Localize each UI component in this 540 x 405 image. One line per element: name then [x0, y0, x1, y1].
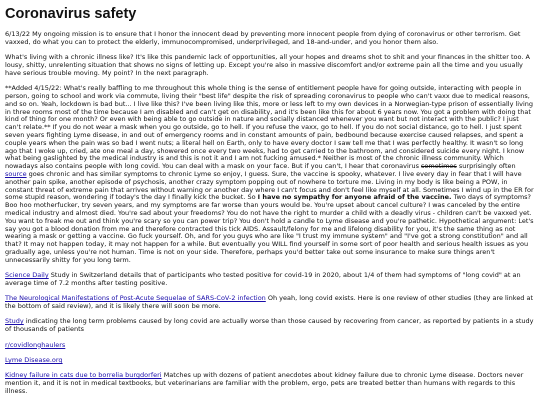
resource-item: [5, 372, 535, 395]
bold-statement: I have no sympathy for anyone afraid of the vaccine.: [257, 193, 452, 202]
study-link[interactable]: Study: [5, 317, 24, 326]
resource-description: Study in Switzerland details that of participants who tested positive for covid-19 in 2020, about 1/4 of them had symptoms of "long covid" at an average time of 7.2 months after testing positive.: [5, 271, 521, 287]
neurological-manifestations-link[interactable]: The Neurological Manifestations of Post-Acute Sequelae of SARS-CoV-2 infection: [5, 294, 266, 303]
added-text-2: surprisingly often: [458, 162, 516, 171]
struck-text: sometimes: [421, 162, 457, 171]
resource-description: Matches up with dozens of patient anecdotes about kidney failure due to chronic Lyme disease. Doctors never mention it, and it is not in medical textbooks, but veterinarians are familiar with the problem, ergo, pets are treated better than humans with regards to this illness.: [5, 371, 524, 396]
added-text-4: Two days of symptoms? Boo hoo motherfucker, try seven years, and my symptoms are far worse than yours would be. You're upset about cancel culture? I was canceled by the entire medical industry and almost died. You're sad about your freedoms? You do not have the right to murder a child with a deadly virus - children can't be vaxxed yet. You want to freak me out and think you're scary so you can power trip? You don't hold a candle to Lyme disease and you're pathetic. Hypothetical argument: Let's say you got a blood donation from me and therefore contracted this tick AIDS. Assault/felony for me and lifelong disability for you, it's the same thing as not wearing a mask or getting a vaccine. Go fuck yourself. Oh, and for you guys who are like "I trust my immune system" and "I've got a strong constitution" and all that? It may not happen today, it may not happen for a while. But eventually you WILL find yourself in some sort of poor health and serious health issues as you gradually age, unless you're not human. Time is not on your side. Therefore, perhaps you'd better take out some insurance to make sure things aren't unnecessarily shitty for you long term.: [5, 193, 534, 264]
added-text-1: **Added 4/15/22: What's really baffling to me throughout this whole thing is the sense of entitlement people have for going outside, interacting with people in person, going to school and work via commute, living their "best life" despite the risk of spreading coronavirus to people who can't vaxx due to medical reasons, and so on. Yeah, lockdown is bad but... I live like this? I've been living like this, more or less left to my own devices in a Norwegian-type prison of essentially living in three rooms most of the time because I am disabled and can't get on disability, and it's been like this for about 6 years now. You got a problem with doing that kind of thing for one month? Or even with being able to go outside in nature and socially distanced whenever you want but not interact with the public? I just can't relate.** If you do not wear a mask when you go outside, go to hell. If you refuse the vaxx, go to hell. If you do not social distance, go to hell. I just spent seven years fighting Lyme disease, in and out of emergency rooms and in constant amounts of pain, bedbound because exercise caused relapses, and spent a couple years when the pain was so bad I went nuts; a literal hell on Earth, only to have every doctor I saw tell me that I was perfectly healthy. It wasn't so long ago that I woke up, cried, ate one meal a day, showered once every two weeks, had to get carried to the bathroom, and considered suicide every night. I know what being gaslighted by the medical industry is and this is not it and I am not fucking amused.* Neither is most of the chronic illness community. Which nowadays also contains people with long covid. You can deal with a mask on your face. But if you can't, I hear that coronavirus: [5, 84, 533, 171]
resource-description: Oh yeah, long covid exists. Here is one review of other studies (they are linked at the bottom of said review), and it is likely there will soon be more.: [5, 294, 534, 311]
resource-item: [5, 342, 535, 350]
kidney-failure-link[interactable]: Kidney failure in cats due to borrelia burgdorferi: [5, 371, 162, 380]
intro-paragraph: 6/13/22 My ongoing mission is to ensure that I honor the innocent dead by preventing more innocent people from dying of coronavirus or other terrorism. Get vaxxed, do what you can to protect the elderly, immunocompromised, underprivileged, and 18-and-under, and you honor them also.: [5, 30, 521, 46]
added-text-3: goes chronic and has similar symptoms to chronic Lyme so enjoy, I guess. Sure, the vaccine is spooky, whatever. I live every day in fear that I will have another pain spike, another episode of psychosis, another crazy symptom popping out of nowhere to torture me. Living in my body is like being a POW, in constant threat of extreme pain that arrives without warning or another day where I can't focus and don't feel like myself at all. Sometimes I wind up in the ER for some stupid reason, wondering if today's the day I finally kick the bucket. So: [5, 169, 534, 202]
resource-item: [5, 272, 535, 288]
resource-item: [5, 295, 535, 311]
source-link[interactable]: source: [5, 169, 27, 178]
covidlonghaulers-link[interactable]: r/covidlonghaulers: [5, 340, 66, 349]
lyme-disease-org-link[interactable]: Lyme Disease.org: [5, 356, 63, 365]
page-title: Coronavirus safety: [5, 6, 137, 22]
resource-item: [5, 357, 535, 365]
resource-item: [5, 318, 535, 334]
science-daily-link[interactable]: Science Daily: [5, 271, 49, 280]
added-paragraph: [5, 85, 535, 264]
resource-description: indicating the long term problems caused by long covid are actually worse than those caused by recovering from cancer, as reported by patients in a study of thousands of patients: [5, 317, 534, 334]
chronic-illness-paragraph: What's living with a chronic illness like? It's like this pandemic lack of opportunities, all your hopes and dreams shot to shit and your finances in the shitter too. A lousy, shitty, unrelenting situation that shows no signs of letting up. Except you're also in massive discomfort and/or extreme pain all the time and you usually have serious trouble moving. My point? In the next paragraph.: [5, 53, 530, 77]
